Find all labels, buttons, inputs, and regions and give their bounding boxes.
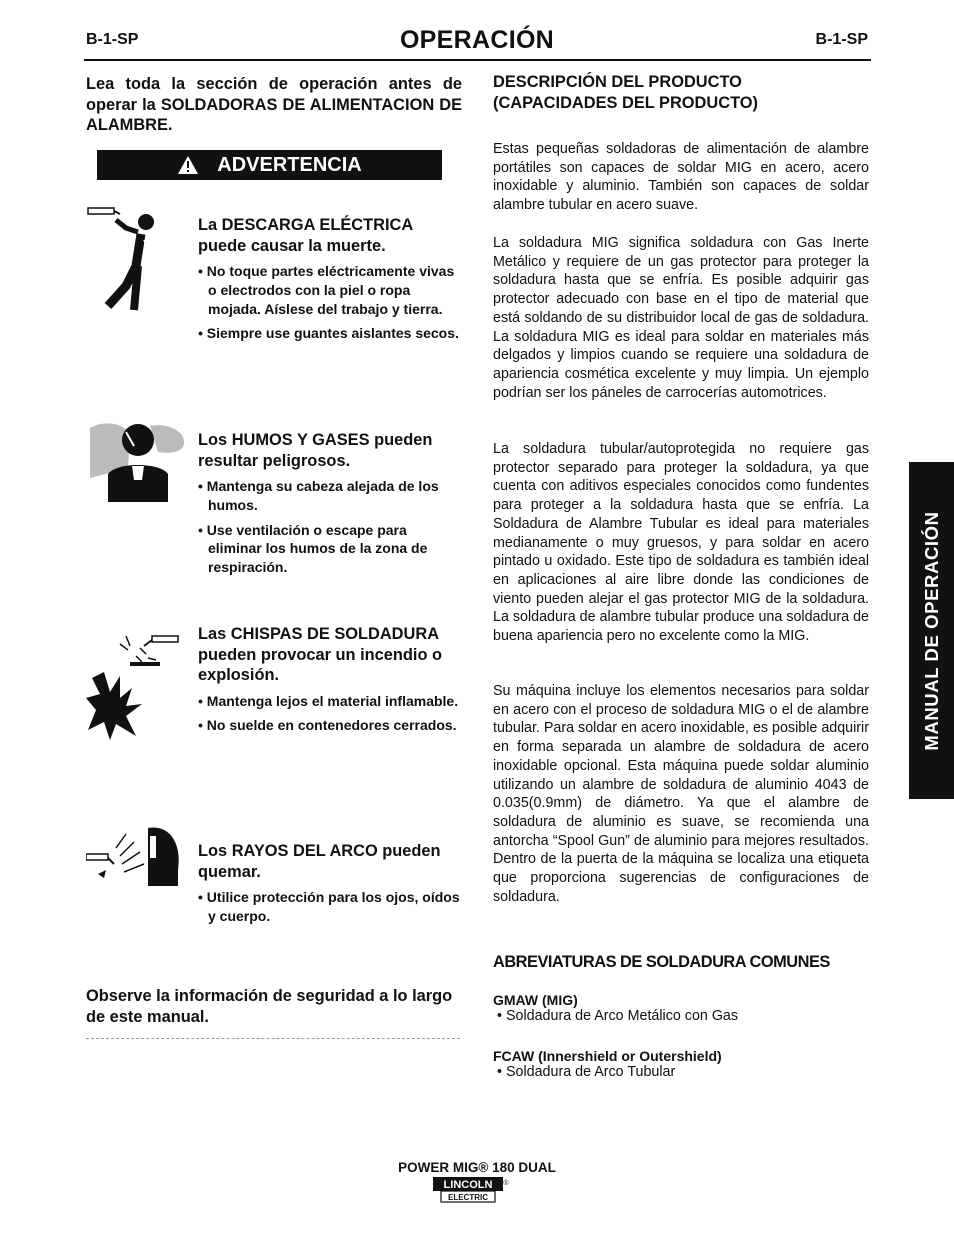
warning-banner	[97, 150, 442, 180]
page-title: OPERACIÓN	[399, 26, 555, 54]
observe-safety-text: Observe la información de seguridad a lo largo de este manual.	[86, 987, 453, 1026]
abbreviation-term: FCAW (Innershield or Outershield)	[493, 1048, 722, 1064]
warning-triangle-icon	[177, 155, 199, 175]
page-number-right: B-1-SP	[815, 31, 868, 48]
hazard-sparks	[198, 624, 464, 741]
page-number-left: B-1-SP	[86, 31, 139, 48]
paragraph: La soldadura tubular/autoprotegida no requiere gas protector separado para proteger la soldadura, ya que cuenta con aditivos especiales conocidos como fundentes para proteger a la soldadura hasta que se enfría. La Soldadura de Alambre Tubular es ideal para materiales medianamente o muy gruesos, y para soldar en acero pintado u oxidado. Este tipo de soldadura es también ideal en aplicaciones al aire libre donde las condiciones de viento pueden alejar el gas protector MIG de la soldadura. La soldadura de alambre tubular produce una soldadura de buena apariencia pero no excelente como la MIG.	[493, 441, 869, 645]
intro-text: Lea toda la sección de operación antes de operar la SOLDADORAS DE ALIMENTACION DE ALAMBRE.	[86, 75, 462, 134]
warning-label: ADVERTENCIA	[217, 153, 362, 176]
hazard-title: Los HUMOS Y GASES pueden resultar peligrosos.	[198, 431, 433, 470]
svg-text:LINCOLN: LINCOLN	[443, 1179, 493, 1191]
arc-rays-icon	[86, 824, 186, 895]
paragraph: Estas pequeñas soldadoras de alimentación de alambre portátiles son capaces de soldar MIG en acero, acero inoxidable y aluminio. También son capaces de soldar alambre tubular en acero suave.	[493, 141, 869, 214]
abbreviations-heading: ABREVIATURAS DE SOLDADURA COMUNES	[493, 953, 830, 971]
abbreviation-item	[493, 992, 869, 1024]
hazard-item: • Siempre use guantes aislantes secos.	[198, 325, 459, 342]
abbreviation-desc: • Soldadura de Arco Tubular	[497, 1064, 676, 1080]
footer-model: POWER MIG® 180 DUAL	[398, 1160, 556, 1175]
header-rule	[84, 59, 871, 61]
hazard-item: • No suelde en contenedores cerrados.	[198, 717, 457, 734]
sparks-explosion-icon	[86, 632, 186, 747]
hazard-item: • Mantenga lejos el material inflamable.	[198, 692, 459, 709]
side-tab-label: MANUAL DE OPERACIÓN	[920, 510, 942, 751]
hazard-electric-shock	[198, 215, 464, 349]
hazard-item: • Use ventilación o escape para eliminar los humos de la zona de respiración.	[198, 521, 428, 576]
hazard-fumes-gases	[198, 430, 464, 583]
svg-text:ELECTRIC: ELECTRIC	[448, 1193, 488, 1202]
paragraph: Su máquina incluye los elementos necesarios para soldar en acero con el proceso de soldadura MIG o el de alambre tubular. Para soldar en acero inoxidable, es posible adquirir en forma separada un alambre de soldadura de acero inoxidable opcional. Esta máquina puede soldar aluminio utilizando un alambre de soldadura de aluminio 4043 de 0.035(0.9mm) de diámetro. Ya que el alambre de soldadura de aluminio es suave, se recomienda una antorcha “Spool Gun” de aluminio para mejores resultados. Dentro de la puerta de la máquina se localiza una etiqueta que proporciona sugerencias de configuraciones de soldadura.	[493, 683, 869, 905]
fumes-gases-icon	[88, 418, 188, 509]
product-description-heading: DESCRIPCIÓN DEL PRODUCTO (CAPACIDADES DEL PRODUCTO)	[493, 73, 758, 112]
hazard-item: • Utilice protección para los ojos, oídos y cuerpo.	[198, 889, 460, 924]
svg-text:®: ®	[503, 1180, 509, 1187]
abbreviation-item	[493, 1048, 869, 1080]
hazard-title: La DESCARGA ELÉCTRICA puede causar la muerte.	[198, 216, 413, 255]
side-section-tab	[909, 462, 954, 799]
electric-shock-icon	[86, 206, 166, 321]
hazard-arc-rays	[198, 841, 464, 932]
abbreviation-term: GMAW (MIG)	[493, 992, 578, 1008]
dashed-divider	[86, 1038, 460, 1039]
abbreviation-desc: • Soldadura de Arco Metálico con Gas	[497, 1008, 739, 1024]
hazard-item: • Mantenga su cabeza alejada de los humos.	[198, 478, 439, 513]
paragraph: La soldadura MIG significa soldadura con Gas Inerte Metálico y requiere de un gas protector para proteger la soldadura hasta que se enfría. Es posible adquirir gas protector adecuado con base en el tipo de material que está soldando de su distribuidor local de gas de soldadura. La soldadura MIG es ideal para soldar en materiales más delgados y limpios cuando se requiere una soldadura de apariencia cosmética excelente y muy limpia. Un ejemplo podrían ser los páneles de carrocerías automotrices.	[493, 235, 869, 401]
lincoln-electric-logo	[433, 1177, 509, 1203]
hazard-title: Los RAYOS DEL ARCO pueden quemar.	[198, 842, 441, 881]
hazard-item: • No toque partes eléctricamente vivas o electrodos con la piel o ropa mojada. Aíslese del trabajo y tierra.	[198, 263, 455, 317]
hazard-title: Las CHISPAS DE SOLDADURA pueden provocar un incendio o explosión.	[198, 625, 443, 684]
